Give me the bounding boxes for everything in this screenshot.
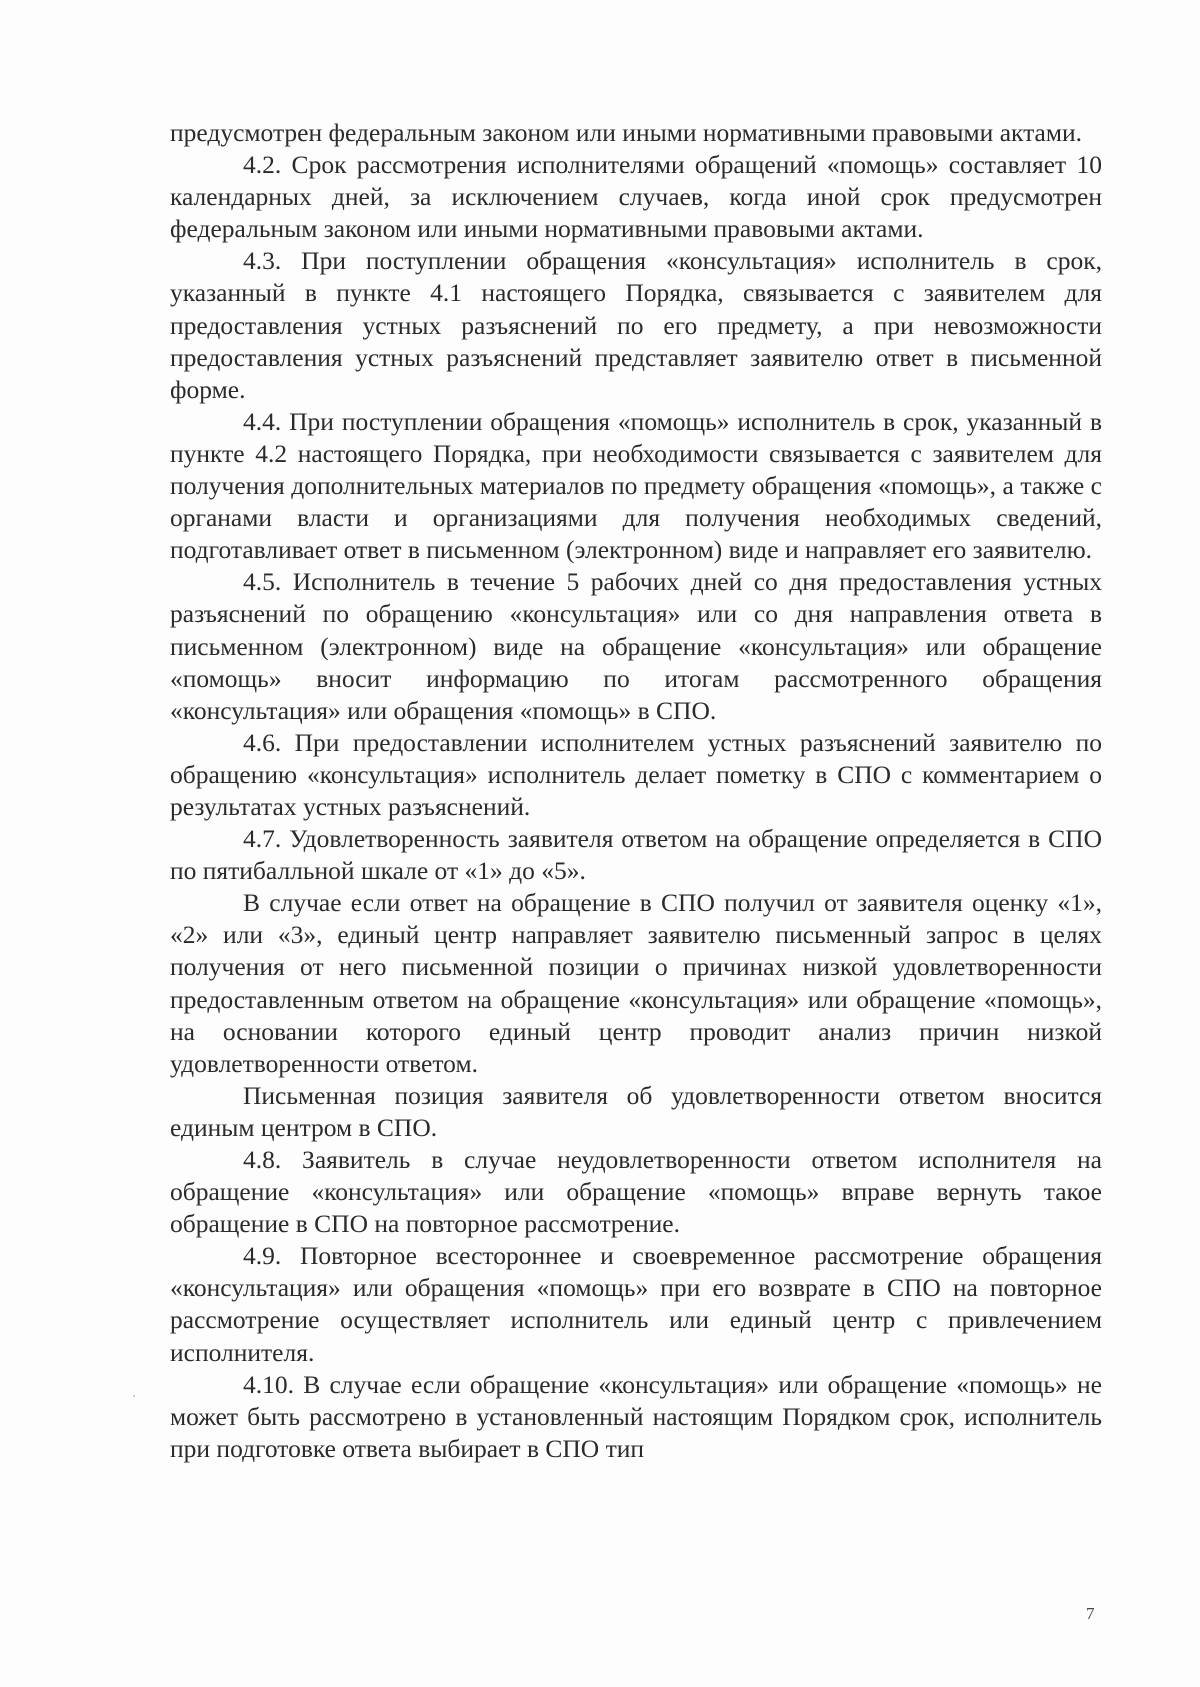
paragraph-4-2: 4.2. Срок рассмотрения исполнителями обращений «помощь» составляет 10 календарных дней, за исключением случаев, когда иной срок предусмотрен федеральным законом или иными нормативными правовыми актами. (170, 150, 1102, 244)
paragraph-4-6: 4.6. При предоставлении исполнителем устных разъяснений заявителю по обращению «консультация» исполнитель делает пометку в СПО с комментарием о результатах устных разъяснений. (170, 727, 1102, 821)
scan-speck (133, 1395, 135, 1397)
paragraph-continuation: предусмотрен федеральным законом или иными нормативными правовыми актами. (170, 118, 1082, 147)
paragraph-4-4: 4.4. При поступлении обращения «помощь» исполнитель в срок, указанный в пункте 4.2 настоящего Порядка, при необходимости связывается с заявителем для получения дополнительных материалов по предмету обращения «помощь», а также с органами власти и организациями для получения необходимых сведений, подготавливает ответ в письменном (электронном) виде и направляет его заявителю. (170, 406, 1102, 565)
paragraph-4-10: 4.10. В случае если обращение «консультация» или обращение «помощь» не может быть рассмотрено в установленный настоящим Порядком срок, исполнитель при подготовке ответа выбирает в СПО тип (170, 1369, 1102, 1463)
paragraph-4-8: 4.8. Заявитель в случае неудовлетворенности ответом исполнителя на обращение «консультация» или обращение «помощь» вправе вернуть такое обращение в СПО на повторное рассмотрение. (170, 1145, 1102, 1239)
document-body (170, 117, 1102, 1465)
paragraph-4-3: 4.3. При поступлении обращения «консультация» исполнитель в срок, указанный в пункте 4.1 настоящего Порядка, связывается с заявителем для предоставления устных разъяснений по его предмету, а при невозможности предоставления устных разъяснений представляет заявителю ответ в письменной форме. (170, 246, 1102, 404)
paragraph-4-9: 4.9. Повторное всестороннее и своевременное рассмотрение обращения «консультация» или обращения «помощь» при его возврате в СПО на повторное рассмотрение осуществляет исполнитель или единый центр с привлечением исполнителя. (170, 1241, 1102, 1367)
paragraph-4-7-written-position: Письменная позиция заявителя об удовлетворенности ответом вносится единым центром в СПО. (170, 1080, 1102, 1142)
paragraph-4-5: 4.5. Исполнитель в течение 5 рабочих дней со дня предоставления устных разъяснений по обращению «консультация» или со дня направления ответа в письменном (электронном) виде на обращение «консультация» или обращение «помощь» вносит информацию по итогам рассмотренного обращения «консультация» или обращения «помощь» в СПО. (170, 567, 1102, 725)
paragraph-4-7-low-rating: В случае если ответ на обращение в СПО получил от заявителя оценку «1», «2» или «3», единый центр направляет заявителю письменный запрос в целях получения от него письменной позиции о причинах низкой удовлетворенности предоставленным ответом на обращение «консультация» или обращение «помощь», на основании которого единый центр проводит анализ причин низкой удовлетворенности ответом. (170, 888, 1102, 1078)
paragraph-4-7: 4.7. Удовлетворенность заявителя ответом на обращение определяется в СПО по пятибалльной шкале от «1» до «5». (170, 824, 1102, 886)
page-number: 7 (1086, 1604, 1095, 1623)
